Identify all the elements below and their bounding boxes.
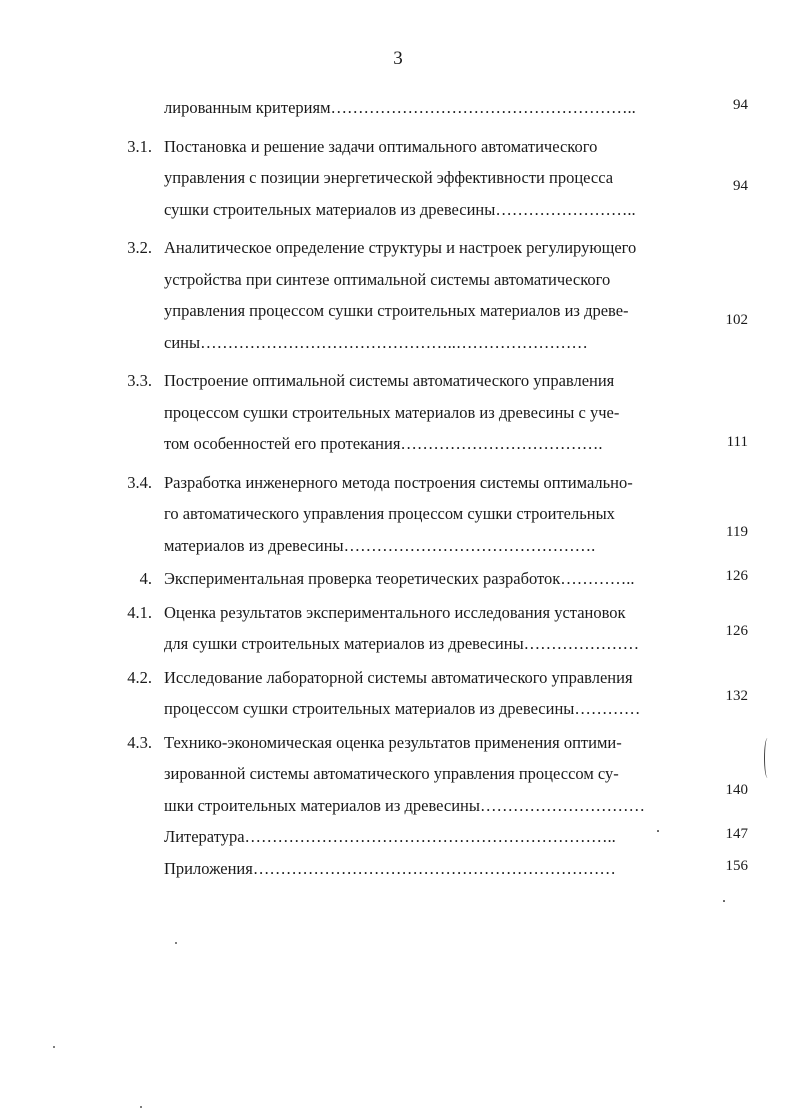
toc-entry-number: 4.2. <box>127 667 152 687</box>
toc-entry-title: Приложения………………………………………………………… <box>164 858 616 878</box>
scan-speck <box>140 1106 142 1108</box>
toc-entry-title: Экспериментальная проверка теоретических разработок………….. <box>164 569 635 588</box>
toc-entry-number: 3.4. <box>127 472 152 492</box>
toc-entry-4-1 <box>0 597 796 660</box>
toc-entry-title: Исследование лабораторной системы автоматического управления процессом сушки строительных материалов из древесины………… <box>164 667 641 718</box>
toc-entry-4-2 <box>0 662 796 725</box>
toc-entry-appendices <box>0 853 796 885</box>
toc-entry-page: 94 <box>733 97 748 113</box>
toc-entry-title: Технико-экономическая оценка результатов применения оптими- зированной системы автоматического управления процессом су- шки строительных материалов из древесины………………………… <box>164 732 645 815</box>
toc-entry-page: 156 <box>725 857 748 874</box>
toc-entry-page: 94 <box>733 177 748 194</box>
toc-entry-page: 132 <box>725 687 748 704</box>
toc-entry-literature <box>0 821 796 853</box>
scan-speck <box>723 900 725 902</box>
toc-entry-3-4 <box>0 467 796 562</box>
table-of-contents <box>0 92 796 884</box>
toc-entry-page: 119 <box>726 523 748 540</box>
toc-entry-4-3 <box>0 727 796 822</box>
toc-entry-title: Постановка и решение задачи оптимального автоматического управления с позиции энергетической эффективности процесса сушки строительных материалов из древесины…………………….. <box>164 136 636 219</box>
toc-entry-continuation <box>0 92 796 124</box>
toc-entry-number: 4.3. <box>127 732 152 752</box>
toc-entry-title: Построение оптимальной системы автоматического управления процессом сушки строительных материалов из древесины с уче- том особенностей его протекания………………………………. <box>164 371 620 453</box>
toc-entry-title: Оценка результатов экспериментального исследования установок для сушки строительных материалов из древесины………………… <box>164 602 640 653</box>
scan-speck <box>53 1046 55 1048</box>
scan-speck <box>657 830 659 832</box>
toc-entry-3-3 <box>0 365 796 460</box>
toc-entry-title: Разработка инженерного метода построения системы оптимально- го автоматического управления процессом сушки строительных материалов из древесины………………………………………. <box>164 472 633 555</box>
toc-entry-number: 4. <box>139 569 152 588</box>
toc-entry-number: 3.1. <box>127 136 152 156</box>
page-number: 3 <box>393 48 403 69</box>
toc-entry-page: 126 <box>725 622 748 639</box>
toc-entry-title: лированным критериям……………………………………………….. <box>164 98 636 117</box>
toc-entry-page: 147 <box>725 826 748 842</box>
toc-entry-title: Аналитическое определение структуры и настроек регулирующего устройства при синтезе оптимальной системы автоматического управления процессом сушки строительных материалов из древе- сины………………………………………..…………………… <box>164 238 637 352</box>
toc-entry-4 <box>0 563 796 595</box>
toc-entry-number: 4.1. <box>127 602 152 622</box>
margin-bracket-mark <box>764 738 771 778</box>
toc-entry-page: 102 <box>725 312 748 328</box>
toc-entry-number: 3.2. <box>127 238 152 257</box>
toc-entry-page: 140 <box>725 781 748 798</box>
toc-entry-page: 126 <box>725 568 748 584</box>
toc-entry-number: 3.3. <box>127 371 152 390</box>
toc-entry-3-2 <box>0 232 796 358</box>
toc-entry-title: Литература………………………………………………………….. <box>164 827 616 846</box>
toc-entry-3-1 <box>0 131 796 226</box>
toc-entry-page: 111 <box>726 434 748 450</box>
scan-speck <box>175 942 177 944</box>
